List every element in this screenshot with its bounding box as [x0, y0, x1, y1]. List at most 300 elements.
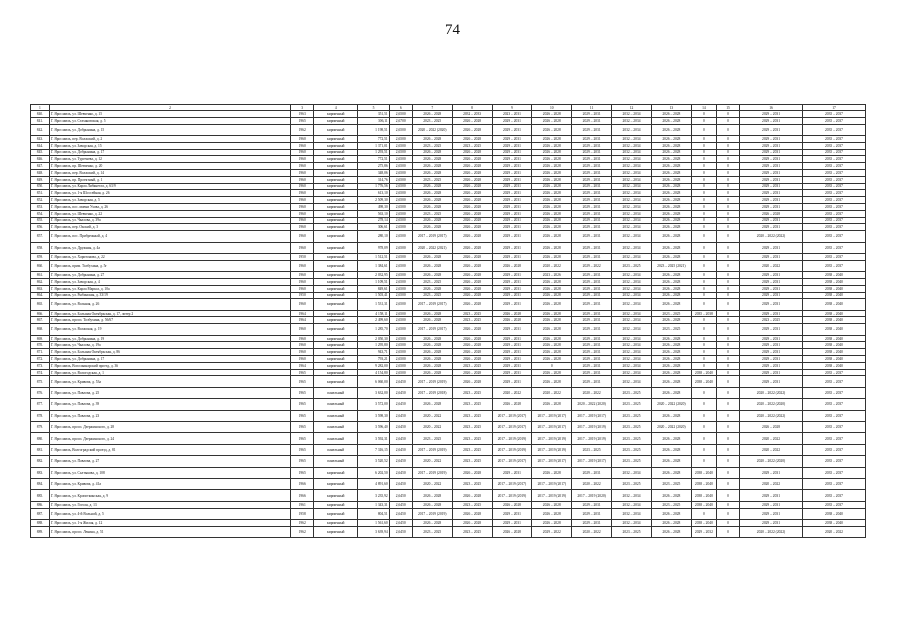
table-cell: 0 [691, 299, 716, 310]
table-cell: 2023 – 2025 [651, 478, 691, 489]
table-cell: 2026 – 2028 [452, 176, 492, 183]
table-cell: 2026 – 2028 [651, 203, 691, 210]
table-cell: 2026 – 2028 [532, 231, 572, 242]
table-cell: 4 154,80 [358, 369, 389, 376]
table-cell: 2023 – 2025 (2021) [651, 260, 691, 271]
row-number-cell: 843. [31, 135, 50, 142]
table-cell: 2029 – 2031 [740, 203, 803, 210]
table-cell: 2023 – 2025 [452, 422, 492, 433]
table-cell: 2029 – 2022 [572, 260, 612, 271]
table-cell: 849,61 [358, 285, 389, 292]
table-cell: 2026 – 2028 [412, 399, 452, 410]
table-row [31, 410, 866, 421]
table-cell: 1960 [291, 190, 314, 197]
table-cell: 0 [716, 490, 739, 501]
table-cell: 2029 – 2031 [572, 111, 612, 118]
table-cell: 2029 – 2031 [740, 310, 803, 317]
table-cell: 2032 – 2034 [612, 149, 652, 156]
table-cell: 2026 – 2028 [532, 310, 572, 317]
address-cell: Г. Ярославль, ул. Волжская, д. 19 [49, 324, 290, 335]
table-cell: кирпичный [314, 376, 358, 387]
table-cell: 2026 – 2028 [651, 176, 691, 183]
table-cell: 2029 – 2031 [492, 124, 532, 135]
table-cell: 2,6500 [389, 124, 412, 135]
table-cell: 2023 – 2025 [612, 478, 652, 489]
table-cell: 1 371,01 [358, 142, 389, 149]
table-cell: 2020 – 2022 (2022) [740, 387, 803, 398]
column-header: 9 [492, 105, 532, 111]
table-cell: кирпичный [314, 169, 358, 176]
table-cell: 2029 – 2031 [740, 299, 803, 310]
table-cell: кирпичный [314, 224, 358, 231]
table-cell: 0 [716, 190, 739, 197]
table-cell: 0 [716, 342, 739, 349]
table-cell: 2029 – 2031 [572, 310, 612, 317]
table-cell: 2032 – 2034 [612, 203, 652, 210]
table-cell: 2035 – 2037 [802, 376, 865, 387]
table-cell: 0 [691, 169, 716, 176]
table-cell: 2026 – 2028 [452, 349, 492, 356]
table-cell: 2038 – 2040 [802, 356, 865, 363]
table-cell: 2026 – 2028 [532, 242, 572, 253]
table-cell: 2035 – 2037 [802, 163, 865, 170]
row-number-cell: 875. [31, 376, 50, 387]
table-cell: кирпичный [314, 501, 358, 508]
table-cell: 2032 – 2034 [612, 508, 652, 519]
table-cell: 2026 – 2028 [452, 253, 492, 260]
table-cell: 2020 – 2022 (2020) [412, 124, 452, 135]
table-cell: 0 [691, 224, 716, 231]
table-cell: 2026 – 2028 [412, 260, 452, 271]
table-cell: 2032 – 2034 [612, 111, 652, 118]
address-cell: Г. Ярославль, ул. Павлова, д. 23 [49, 410, 290, 421]
table-cell: 2029 – 2031 [492, 292, 532, 299]
row-number-cell: 876. [31, 387, 50, 398]
table-cell: 2,6500 [389, 156, 412, 163]
table-cell: 2029 – 2031 [492, 508, 532, 519]
address-cell: Г. Ярославль, ул. Павлова, д. 25 [49, 387, 290, 398]
table-cell: 1960 [291, 197, 314, 204]
table-cell: 0 [691, 124, 716, 135]
table-cell: 0 [716, 292, 739, 299]
table-cell: 2026 – 2028 [651, 278, 691, 285]
table-cell: 1965 [291, 376, 314, 387]
column-header: 5 [358, 105, 389, 111]
table-cell: 2020 – 2022 [802, 526, 865, 537]
table-cell: 2026 – 2028 [452, 169, 492, 176]
table-cell: 2029 – 2031 [740, 490, 803, 501]
table-cell: 2020 – 2022 (2021) [412, 242, 452, 253]
table-cell: 2023 – 2026 [532, 272, 572, 279]
table-cell: 2029 – 2031 [492, 253, 532, 260]
table-cell: 2023 – 2025 [412, 278, 452, 285]
table-row [31, 399, 866, 410]
table-cell: 1 293,51 [358, 149, 389, 156]
table-cell: 2023 – 2025 [612, 399, 652, 410]
table-cell: 2032 – 2034 [612, 163, 652, 170]
table-cell: 2032 – 2034 [612, 369, 652, 376]
table-cell: 0 [691, 508, 716, 519]
table-cell: 2026 – 2028 [651, 111, 691, 118]
table-cell: 2026 – 2028 [532, 324, 572, 335]
table-cell: 2029 – 2031 [740, 342, 803, 349]
table-cell: 2,6700 [389, 117, 412, 124]
table-cell: 7 316,15 [358, 444, 389, 455]
table-cell: 3 598,30 [358, 410, 389, 421]
address-cell: Г. Ярославль, Волгоградский проезд, д. 81 [49, 444, 290, 455]
table-cell: 2026 – 2028 [532, 117, 572, 124]
table-cell: 0 [716, 310, 739, 317]
table-cell: 2029 – 2031 [740, 335, 803, 342]
table-cell: 2026 – 2028 [452, 376, 492, 387]
table-cell: 0 [716, 369, 739, 376]
table-cell: 2017 – 2019 (2019) [572, 433, 612, 444]
table-row [31, 169, 866, 176]
table-cell: 1960 [291, 176, 314, 183]
table-cell: 2038 – 2040 [691, 376, 716, 387]
table-cell: 2023 – 2025 [452, 478, 492, 489]
table-cell: 2029 – 2031 [492, 117, 532, 124]
address-cell: Г. Ярославль, ул. Заводская, д. 5 [49, 197, 290, 204]
table-cell: 2032 – 2034 [612, 335, 652, 342]
table-cell: 2026 – 2028 [651, 519, 691, 526]
row-number-cell: 842. [31, 124, 50, 135]
table-cell: 2032 – 2034 [612, 342, 652, 349]
table-cell: 2032 – 2034 [612, 242, 652, 253]
table-cell: 1958 [291, 508, 314, 519]
table-cell: 2 032,95 [358, 272, 389, 279]
table-cell: кирпичный [314, 335, 358, 342]
table-cell: 2,6500 [389, 278, 412, 285]
row-number-cell: 856. [31, 224, 50, 231]
table-cell: 2020 – 2022 [740, 260, 803, 271]
table-cell: 6 060,00 [358, 376, 389, 387]
table-cell: 1 343,31 [358, 501, 389, 508]
table-cell: 2029 – 2031 [740, 217, 803, 224]
table-cell: 2038 – 2040 [691, 490, 716, 501]
table-row [31, 231, 866, 242]
table-cell: 2017 – 2019 (2019) [412, 376, 452, 387]
table-cell: 0 [716, 217, 739, 224]
table-cell: 0 [691, 278, 716, 285]
table-cell: 0 [716, 422, 739, 433]
table-cell: 2020 – 2022 (2020) [651, 399, 691, 410]
address-cell: Г. Ярославль, ул. Добрынина, д. 15 [49, 124, 290, 135]
table-cell: 1 512,51 [358, 253, 389, 260]
table-cell: 3 572,00 [358, 399, 389, 410]
table-cell: 2017 – 2019 (2019) [492, 444, 532, 455]
table-cell: 2026 – 2028 [651, 299, 691, 310]
table-cell: 2032 – 2034 [612, 169, 652, 176]
table-cell: 2029 – 2031 [740, 253, 803, 260]
table-cell: 2023 – 2025 [740, 317, 803, 324]
table-cell: 1960 [291, 260, 314, 271]
table-cell: 2035 – 2037 [802, 203, 865, 210]
table-cell: 2020 – 2022 (2020) [651, 422, 691, 433]
table-cell: 2038 – 2040 [802, 508, 865, 519]
table-cell: кирпичный [314, 299, 358, 310]
table-cell: 1960 [291, 149, 314, 156]
table-row [31, 156, 866, 163]
table-cell: 2032 – 2034 [612, 324, 652, 335]
table-cell: 2029 – 2031 [740, 124, 803, 135]
table-cell: 2017 – 2019 (2017) [572, 456, 612, 467]
table-cell: 278,14 [358, 217, 389, 224]
table-cell: 943,71 [358, 349, 389, 356]
table-cell: 1960 [291, 242, 314, 253]
row-number-cell: 860. [31, 260, 50, 271]
table-cell: 2020 – 2022 (2020) [572, 399, 612, 410]
table-cell: 2035 – 2037 [802, 410, 865, 421]
table-cell: 2023 – 2025 [452, 444, 492, 455]
table-cell: 314,76 [358, 176, 389, 183]
table-cell: 2029 – 2031 [492, 335, 532, 342]
table-cell: 306,61 [358, 224, 389, 231]
table-cell: 0 [691, 335, 716, 342]
table-cell: 1964 [291, 310, 314, 317]
table-cell: 0 [716, 376, 739, 387]
table-cell: кирпичный [314, 210, 358, 217]
table-cell: 2032 – 2034 [612, 310, 652, 317]
table-cell: кирпичный [314, 317, 358, 324]
address-cell: Г. Ярославль, пер. Окский, д. 3 [49, 224, 290, 231]
table-cell: 2026 – 2028 [452, 210, 492, 217]
table-cell: 2029 – 2031 [740, 285, 803, 292]
table-cell: 2023 – 2025 [612, 444, 652, 455]
table-cell: 2032 – 2034 [612, 349, 652, 356]
table-cell: 0 [691, 456, 716, 467]
table-cell: 0 [716, 156, 739, 163]
table-cell: 2017 – 2019 (2019) [412, 444, 452, 455]
table-cell: 3 596,40 [358, 422, 389, 433]
address-cell: Г. Ярославль, пер. Волжский, д. 14 [49, 169, 290, 176]
table-cell: 0 [716, 253, 739, 260]
table-cell: 2023 – 2025 [612, 433, 652, 444]
table-cell: 2029 – 2031 [572, 324, 612, 335]
table-cell: 2035 – 2037 [802, 183, 865, 190]
table-cell: 2017 – 2019 (2017) [492, 478, 532, 489]
row-number-cell: 867. [31, 317, 50, 324]
table-cell: 772,51 [358, 135, 389, 142]
table-cell: 2,6450 [389, 410, 412, 421]
table-cell: 2026 – 2028 [532, 111, 572, 118]
table-cell: кирпичный [314, 242, 358, 253]
table-cell: 2029 – 2031 [572, 349, 612, 356]
table-cell: 2026 – 2028 [532, 369, 572, 376]
table-cell: 2029 – 2031 [740, 349, 803, 356]
table-cell: 3 639,94 [358, 526, 389, 537]
table-row [31, 217, 866, 224]
table-cell: панельный [314, 444, 358, 455]
table-cell: 2026 – 2028 [651, 376, 691, 387]
table-cell: 2023 – 2025 [651, 310, 691, 317]
table-cell: 2026 – 2028 [412, 335, 452, 342]
column-header: 16 [740, 105, 803, 111]
table-cell: 2038 – 2040 [802, 342, 865, 349]
table-cell: 0 [716, 142, 739, 149]
address-cell: Г. Ярославль, ул. 1-я Жилая, д. 12 [49, 519, 290, 526]
table-cell: 1960 [291, 278, 314, 285]
table-cell: 1965 [291, 410, 314, 421]
row-number-cell: 863. [31, 285, 50, 292]
table-cell: 2026 – 2028 [651, 292, 691, 299]
table-cell: 2029 – 2031 [572, 203, 612, 210]
table-cell: 2026 – 2028 [651, 242, 691, 253]
row-number-cell: 848. [31, 169, 50, 176]
table-cell: 2026 – 2028 [651, 190, 691, 197]
table-row [31, 376, 866, 387]
row-number-cell: 885. [31, 490, 50, 501]
address-cell: Г. Ярославль, ул. Шевченко, д. 15 [49, 111, 290, 118]
table-cell: 0 [716, 444, 739, 455]
table-row [31, 142, 866, 149]
row-number-cell: 877. [31, 399, 50, 410]
table-row [31, 335, 866, 342]
table-cell: 2026 – 2028 [532, 285, 572, 292]
table-cell: кирпичный [314, 285, 358, 292]
table-cell: 2029 – 2031 [572, 190, 612, 197]
table-cell: 0 [716, 124, 739, 135]
table-cell: 2026 – 2028 [452, 135, 492, 142]
table-cell: кирпичный [314, 190, 358, 197]
table-cell: 2029 – 2031 [572, 519, 612, 526]
table-cell: 2,6500 [389, 135, 412, 142]
column-header: 14 [691, 105, 716, 111]
table-row [31, 278, 866, 285]
column-header: 15 [716, 105, 739, 111]
table-cell: 2032 – 2034 [612, 253, 652, 260]
table-cell: 2029 – 2031 [740, 176, 803, 183]
table-cell: 2029 – 2031 [740, 163, 803, 170]
table-cell: 2026 – 2028 [412, 369, 452, 376]
table-cell: 2026 – 2028 [651, 135, 691, 142]
table-cell: 2026 – 2028 [532, 349, 572, 356]
table-cell: 2029 – 2032 [691, 526, 716, 537]
table-cell: 0 [716, 356, 739, 363]
address-cell: Г. Ярославль, ул. Заводская, д. 15 [49, 142, 290, 149]
table-cell: 2035 – 2037 [802, 149, 865, 156]
table-cell: 2026 – 2028 [452, 183, 492, 190]
table-cell: 2026 – 2028 [452, 299, 492, 310]
row-number-cell: 861. [31, 272, 50, 279]
table-cell: 1960 [291, 142, 314, 149]
table-row [31, 292, 866, 299]
table-cell: 2020 – 2022 [740, 433, 803, 444]
address-cell: Г. Ярославль, пер. Волжский, д. 2 [49, 135, 290, 142]
table-cell: 0 [716, 387, 739, 398]
table-cell: 2035 – 2037 [802, 242, 865, 253]
table-cell: 1965 [291, 369, 314, 376]
address-cell: Г. Ярославль, просп. Толбухина, д. 56/67 [49, 317, 290, 324]
table-cell: 2026 – 2028 [651, 444, 691, 455]
table-cell: 0 [691, 324, 716, 335]
table-cell: 2026 – 2028 [452, 260, 492, 271]
table-cell: 2,6500 [389, 111, 412, 118]
table-cell: 275,86 [358, 163, 389, 170]
table-cell: 2029 – 2031 [492, 285, 532, 292]
row-number-cell: 879. [31, 422, 50, 433]
table-cell: 2026 – 2028 [452, 124, 492, 135]
table-cell: 2,6450 [389, 478, 412, 489]
table-cell: 2029 – 2031 [492, 272, 532, 279]
table-cell: 1960 [291, 349, 314, 356]
row-number-cell: 857. [31, 231, 50, 242]
table-cell: 1960 [291, 217, 314, 224]
table-cell: 2,6450 [389, 467, 412, 478]
table-cell: 0 [716, 349, 739, 356]
table-cell: 1960 [291, 324, 314, 335]
table-cell: 2032 – 2034 [612, 519, 652, 526]
table-cell: 2,6500 [389, 356, 412, 363]
table-cell: 2029 – 2031 [740, 149, 803, 156]
table-cell: кирпичный [314, 369, 358, 376]
table-cell: 2020 – 2022 [492, 387, 532, 398]
row-number-cell: 865. [31, 299, 50, 310]
table-cell: кирпичный [314, 508, 358, 519]
table-cell: 2026 – 2028 [651, 253, 691, 260]
table-cell: 2026 – 2028 [492, 526, 532, 537]
table-cell: кирпичный [314, 253, 358, 260]
table-cell: 2,6500 [389, 210, 412, 217]
table-cell: 2026 – 2028 [412, 317, 452, 324]
table-cell: 2,6450 [389, 501, 412, 508]
table-cell: 2032 – 2034 [612, 501, 652, 508]
table-cell: 2,6500 [389, 217, 412, 224]
table-row [31, 349, 866, 356]
table-cell: 1960 [291, 169, 314, 176]
table-cell: 0 [716, 410, 739, 421]
table-cell: 2026 – 2028 [651, 217, 691, 224]
column-header: 1 [31, 105, 50, 111]
table-cell: 0 [691, 444, 716, 455]
table-cell: 2035 – 2037 [802, 490, 865, 501]
table-cell: 2029 – 2031 [740, 292, 803, 299]
table-cell: 2038 – 2040 [802, 362, 865, 369]
table-cell: 2029 – 2031 [740, 272, 803, 279]
table-cell: 2026 – 2028 [532, 176, 572, 183]
table-cell: панельный [314, 456, 358, 467]
table-cell: 2026 – 2028 [452, 356, 492, 363]
address-cell: Г. Ярославль, ул. 1-я Шоссейная, д. 26 [49, 190, 290, 197]
table-row [31, 369, 866, 376]
table-cell: 2026 – 2028 [532, 508, 572, 519]
table-cell: 2026 – 2028 [412, 285, 452, 292]
table-cell: 2035 – 2037 [802, 124, 865, 135]
column-header: 2 [49, 105, 290, 111]
table-cell: 3 520,52 [358, 456, 389, 467]
address-cell: Г. Ярославль, ул. Стахановская, д. 5 [49, 117, 290, 124]
address-cell: Г. Ярославль, ул. Добрынина, д. 17 [49, 356, 290, 363]
table-cell: 0 [716, 299, 739, 310]
table-cell: 2032 – 2034 [612, 231, 652, 242]
table-cell: 2029 – 2031 [740, 111, 803, 118]
table-cell: 2029 – 2031 [740, 356, 803, 363]
table-cell: 2026 – 2028 [452, 272, 492, 279]
table-cell: кирпичный [314, 231, 358, 242]
table-cell: 2029 – 2031 [492, 149, 532, 156]
table-cell: 2026 – 2028 [452, 467, 492, 478]
table-cell: 2026 – 2028 [412, 519, 452, 526]
table-cell: 2026 – 2028 [532, 149, 572, 156]
table-cell: кирпичный [314, 342, 358, 349]
table-cell: 2029 – 2031 [572, 149, 612, 156]
table-cell: 2029 – 2031 [572, 356, 612, 363]
table-cell: 0 [716, 183, 739, 190]
table-cell: 1965 [291, 399, 314, 410]
address-cell: Г. Ярославль, ул. Добрынина, д. 27 [49, 272, 290, 279]
table-row [31, 176, 866, 183]
table-cell: 2026 – 2028 [651, 272, 691, 279]
